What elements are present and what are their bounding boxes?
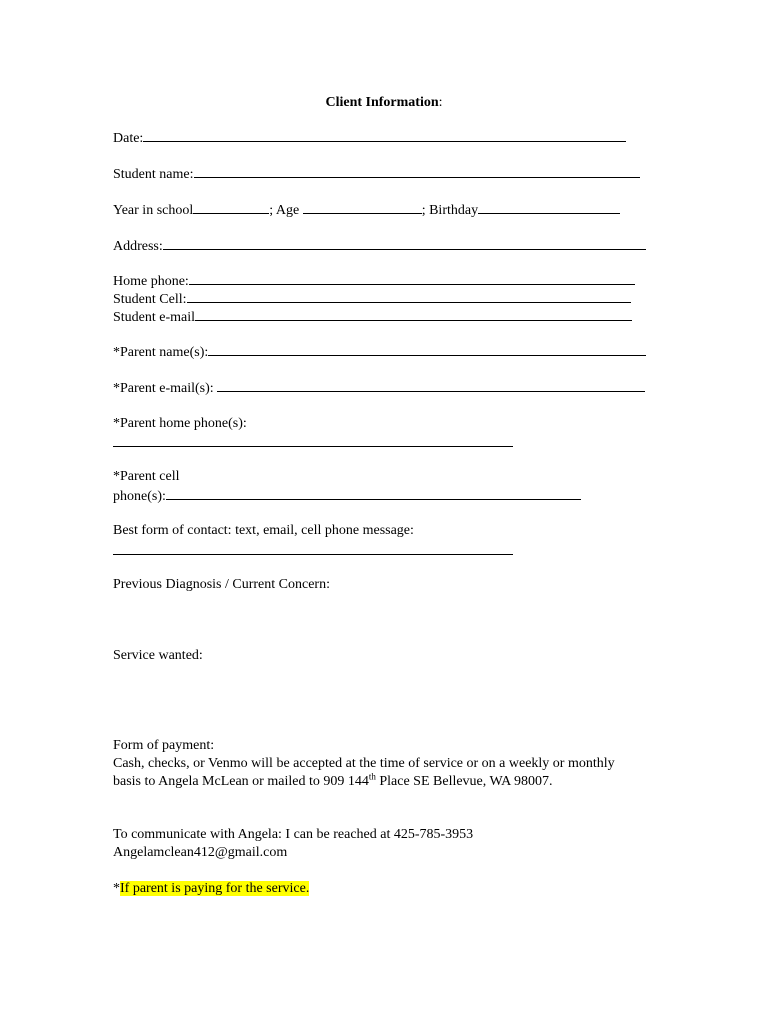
address-row (113, 237, 646, 255)
year-in-school-label: Year in school (113, 203, 194, 218)
school-age-birthday-row (113, 201, 620, 219)
payment-text-2a: basis to Angela McLean or mailed to 909 144 (113, 774, 369, 789)
parent-cell-row-1 (113, 468, 179, 485)
parent-emails-label: *Parent e-mail(s): (113, 381, 218, 396)
parent-home-phone-label: *Parent home phone(s): (113, 416, 247, 431)
age-label: ; Age (269, 203, 303, 218)
date-field[interactable] (143, 129, 626, 142)
date-row (113, 129, 626, 147)
home-phone-label: Home phone: (113, 274, 189, 289)
diagnosis-label: Previous Diagnosis / Current Concern: (113, 577, 330, 592)
best-contact-field[interactable] (113, 554, 513, 555)
student-email-field[interactable] (195, 308, 632, 321)
student-name-label: Student name: (113, 167, 194, 182)
student-email-label: Student e-mail (113, 310, 196, 325)
student-cell-label: Student Cell: (113, 292, 187, 307)
parent-names-label: *Parent name(s): (113, 345, 209, 360)
ordinal-suffix: th (368, 771, 376, 782)
form-title-colon: : (438, 95, 443, 110)
parent-emails-field[interactable] (217, 379, 645, 392)
parent-emails-row (113, 379, 645, 397)
student-cell-row (113, 290, 631, 308)
age-field[interactable] (303, 201, 422, 214)
service-label: Service wanted: (113, 648, 203, 663)
form-title (0, 94, 768, 111)
payment-label: Form of payment: (113, 738, 215, 753)
payment-text-2b: Place SE Bellevue, WA 98007. (375, 774, 553, 789)
payment-line-2 (113, 773, 553, 790)
parent-cell-label-1: *Parent cell (113, 469, 180, 484)
address-field[interactable] (163, 237, 646, 250)
contact-line-1 (113, 826, 473, 843)
contact-line-2 (113, 844, 287, 861)
payment-text-1: Cash, checks, or Venmo will be accepted at the time of service or on a weekly or monthly (113, 756, 615, 771)
contact-email: Angelamclean412@gmail.com (113, 845, 288, 860)
form-title-text: Client Information (325, 95, 439, 110)
diagnosis-row (113, 576, 330, 593)
parent-names-row (113, 343, 646, 361)
address-label: Address: (113, 239, 163, 254)
student-name-field[interactable] (194, 165, 640, 178)
student-email-row (113, 308, 632, 326)
best-contact-label: Best form of contact: text, email, cell phone message: (113, 523, 414, 538)
home-phone-field[interactable] (189, 272, 635, 285)
parent-names-field[interactable] (208, 343, 646, 356)
best-contact-row (113, 522, 414, 539)
contact-phone-text: To communicate with Angela: I can be reached at 425-785-3953 (113, 827, 474, 842)
student-name-row (113, 165, 640, 183)
birthday-field[interactable] (478, 201, 620, 214)
parent-home-phone-field[interactable] (113, 446, 513, 447)
parent-cell-row-2 (113, 487, 581, 505)
parent-cell-label-2: phone(s): (113, 489, 166, 504)
footnote-star: * (113, 881, 120, 896)
year-in-school-field[interactable] (193, 201, 269, 214)
home-phone-row (113, 272, 635, 290)
service-row (113, 647, 203, 664)
parent-home-phone-row (113, 415, 247, 432)
payment-line-1 (113, 755, 615, 772)
footnote-row (113, 880, 309, 897)
student-cell-field[interactable] (187, 290, 631, 303)
payment-label-row (113, 737, 214, 754)
parent-cell-field[interactable] (166, 487, 581, 500)
footnote-highlighted-text: If parent is paying for the service. (120, 881, 310, 896)
date-label: Date: (113, 131, 144, 146)
birthday-label: ; Birthday (421, 203, 479, 218)
